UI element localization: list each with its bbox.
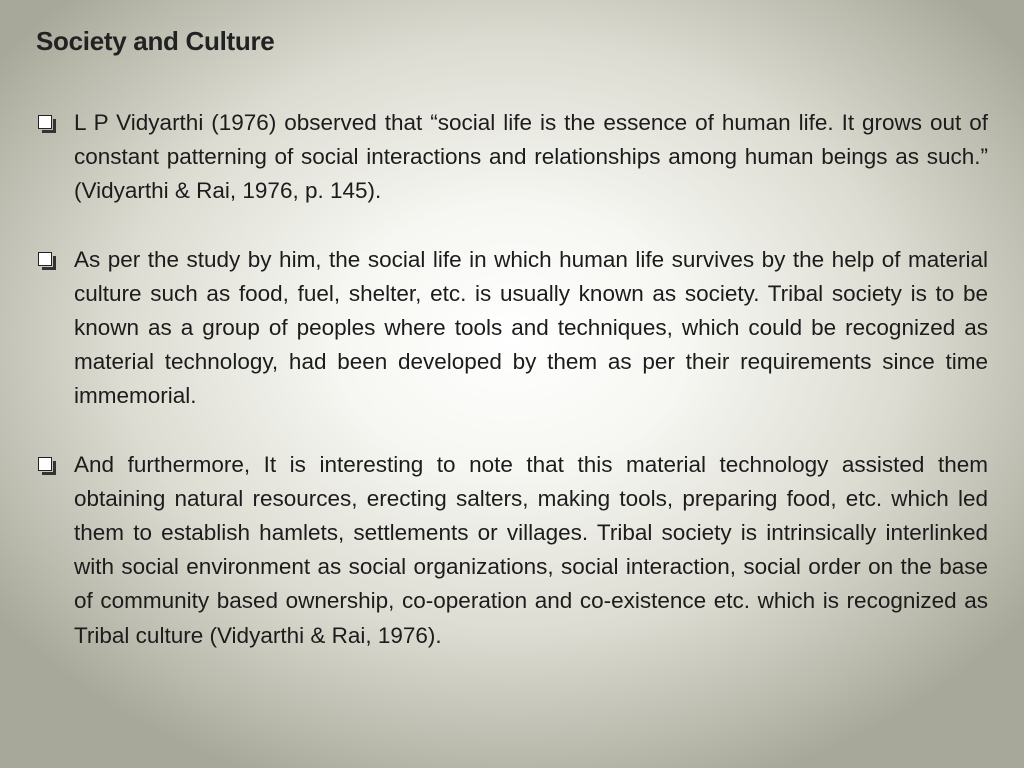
slide-title: Society and Culture bbox=[36, 26, 275, 56]
bullet-text: As per the study by him, the social life in which human life survives by the help of material culture such as food, fuel, shelter, etc. is usually known as society. Tribal society is to be known as a group of peoples where tools and techniques, which could be recognized as material technology, had been developed by them as per their requirements since time immemorial. bbox=[74, 246, 988, 409]
bullet-text: L P Vidyarthi (1976) observed that “social life is the essence of human life. It grows out of constant patterning of social interactions and relationships among human beings as such.” (Vidyarthi & Rai, 1976, p. 145). bbox=[74, 110, 988, 204]
bullet-item bbox=[38, 243, 988, 414]
hollow-square-bullet-icon bbox=[38, 457, 52, 471]
bullet-text: And furthermore, It is interesting to note that this material technology assisted them obtaining natural resources, erecting salters, making tools, preparing food, etc. which led them to establish hamlets, settlements or villages. Tribal society is intrinsically interlinked with social environment as social organizations, social interaction, social order on the base of community based ownership, co-operation and co-existence etc. which is recognized as Tribal culture (Vidyarthi & Rai, 1976). bbox=[74, 451, 988, 648]
bullet-item bbox=[38, 106, 988, 209]
bullet-item bbox=[38, 448, 988, 653]
hollow-square-bullet-icon bbox=[38, 115, 52, 129]
hollow-square-bullet-icon bbox=[38, 252, 52, 266]
bullet-list bbox=[38, 106, 988, 687]
